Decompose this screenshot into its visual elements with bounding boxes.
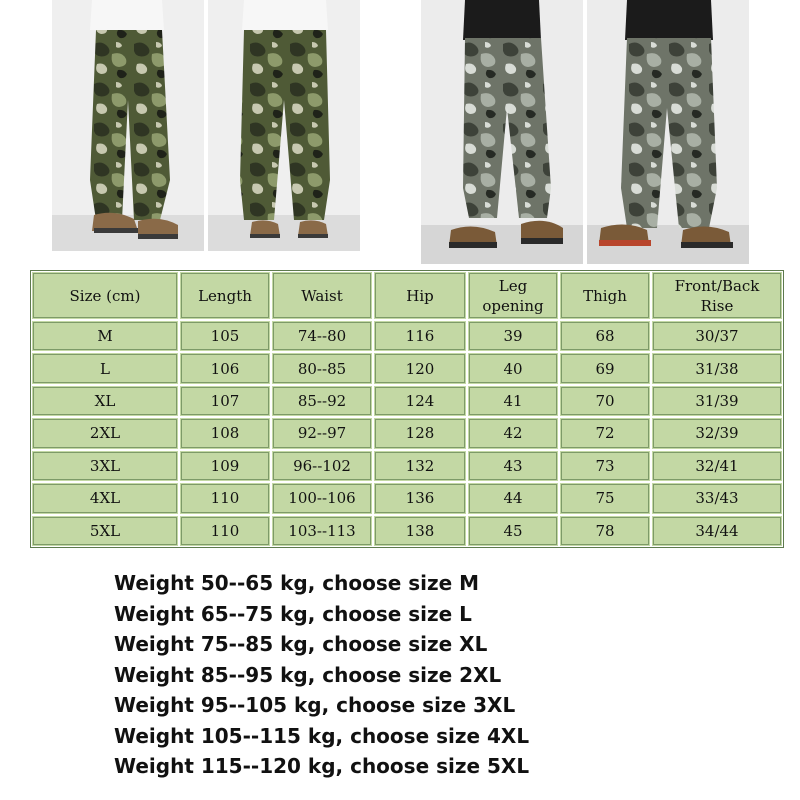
size-row	[31, 385, 783, 417]
size-chart-table	[30, 270, 784, 548]
measurement-cell: 40	[467, 352, 559, 384]
measurement-cell: 44	[467, 482, 559, 514]
product-photo-olive-back	[208, 0, 360, 251]
measurement-cell: 45	[467, 515, 559, 547]
size-label-cell: 5XL	[31, 515, 179, 547]
size-row	[31, 515, 783, 547]
measurement-cell: 138	[373, 515, 467, 547]
weight-note: Weight 85--95 kg, choose size 2XL	[114, 662, 502, 687]
weight-note: Weight 105--115 kg, choose size 4XL	[114, 723, 530, 748]
measurement-cell: 70	[559, 385, 651, 417]
product-photo-grey-front	[421, 0, 583, 264]
weight-guide	[114, 568, 529, 782]
measurement-cell: 128	[373, 417, 467, 449]
weight-note: Weight 50--65 kg, choose size M	[114, 571, 480, 595]
measurement-cell: 30/37	[651, 320, 783, 352]
size-label-cell: 2XL	[31, 417, 179, 449]
measurement-cell: 74--80	[271, 320, 373, 352]
measurement-cell: 41	[467, 385, 559, 417]
measurement-cell: 68	[559, 320, 651, 352]
measurement-cell: 124	[373, 385, 467, 417]
measurement-cell: 106	[179, 352, 271, 384]
size-chart-header-row	[31, 271, 783, 320]
weight-note: Weight 95--105 kg, choose size 3XL	[114, 693, 516, 717]
measurement-cell: 85--92	[271, 385, 373, 417]
measurement-cell: 92--97	[271, 417, 373, 449]
measurement-cell: 80--85	[271, 352, 373, 384]
size-label-cell: 3XL	[31, 450, 179, 482]
measurement-cell: 120	[373, 352, 467, 384]
size-row	[31, 482, 783, 514]
measurement-cell: 103--113	[271, 515, 373, 547]
size-label-cell: M	[31, 320, 179, 352]
measurement-cell: 109	[179, 450, 271, 482]
measurement-cell: 105	[179, 320, 271, 352]
measurement-cell: 75	[559, 482, 651, 514]
size-row	[31, 352, 783, 384]
measurement-cell: 96--102	[271, 450, 373, 482]
measurement-cell: 110	[179, 482, 271, 514]
measurement-cell: 43	[467, 450, 559, 482]
measurement-cell: 100--106	[271, 482, 373, 514]
column-header: Hip	[373, 271, 467, 320]
size-row	[31, 320, 783, 352]
weight-note: Weight 65--75 kg, choose size L	[114, 601, 472, 626]
measurement-cell: 78	[559, 515, 651, 547]
product-photo-olive-front	[52, 0, 204, 251]
product-photo-grey-back	[587, 0, 749, 264]
weight-note: Weight 115--120 kg, choose size 5XL	[114, 754, 530, 778]
size-row	[31, 417, 783, 449]
measurement-cell: 32/41	[651, 450, 783, 482]
measurement-cell: 73	[559, 450, 651, 482]
column-header: Length	[179, 271, 271, 320]
measurement-cell: 33/43	[651, 482, 783, 514]
column-header: Thigh	[559, 271, 651, 320]
measurement-cell: 42	[467, 417, 559, 449]
size-label-cell: 4XL	[31, 482, 179, 514]
measurement-cell: 69	[559, 352, 651, 384]
column-header: Size (cm)	[31, 271, 179, 320]
size-row	[31, 450, 783, 482]
measurement-cell: 107	[179, 385, 271, 417]
measurement-cell: 39	[467, 320, 559, 352]
measurement-cell: 31/38	[651, 352, 783, 384]
column-header: Leg opening	[467, 271, 559, 320]
measurement-cell: 72	[559, 417, 651, 449]
size-label-cell: XL	[31, 385, 179, 417]
measurement-cell: 132	[373, 450, 467, 482]
measurement-cell: 136	[373, 482, 467, 514]
weight-note: Weight 75--85 kg, choose size XL	[114, 632, 488, 656]
measurement-cell: 108	[179, 417, 271, 449]
measurement-cell: 31/39	[651, 385, 783, 417]
measurement-cell: 110	[179, 515, 271, 547]
column-header: Waist	[271, 271, 373, 320]
size-label-cell: L	[31, 352, 179, 384]
measurement-cell: 116	[373, 320, 467, 352]
measurement-cell: 34/44	[651, 515, 783, 547]
column-header: Front/Back Rise	[651, 271, 783, 320]
measurement-cell: 32/39	[651, 417, 783, 449]
